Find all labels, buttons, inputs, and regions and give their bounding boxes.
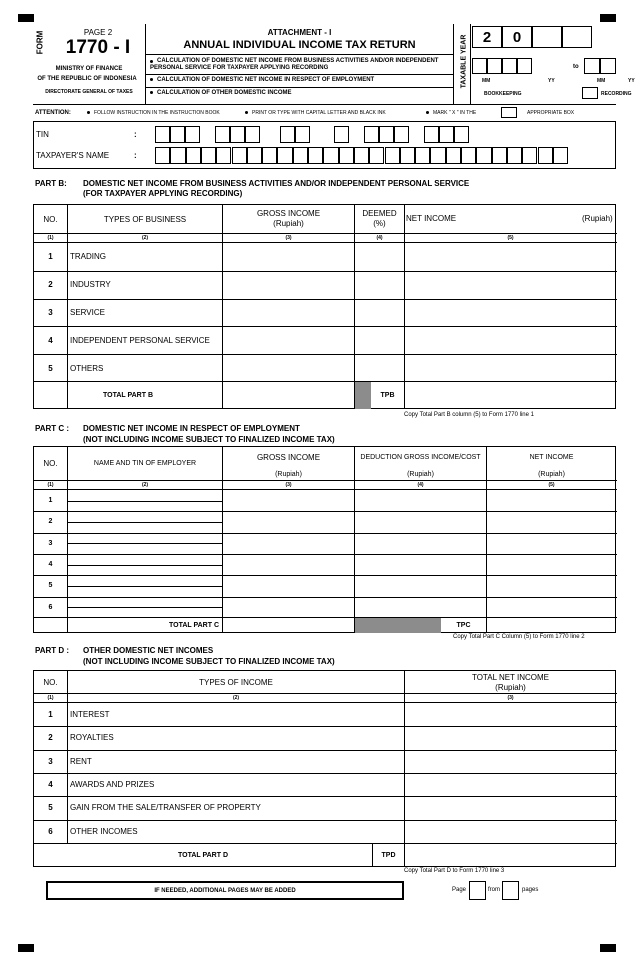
bookkeeping-label: BOOKKEEPING (484, 91, 522, 97)
total-net-income-cell[interactable] (405, 703, 616, 726)
part-c-subtitle: (NOT INCLUDING INCOME SUBJECT TO FINALIZED INCOME TAX) (83, 435, 335, 444)
to-label: to (573, 64, 579, 70)
col-number: (3) (285, 235, 292, 241)
period-box[interactable] (487, 58, 502, 74)
name-char-box[interactable] (385, 147, 400, 164)
name-char-box[interactable] (461, 147, 476, 164)
employer-name-cell[interactable] (68, 575, 222, 586)
total-net-income-cell[interactable] (405, 820, 616, 843)
net-income-cell[interactable] (405, 243, 616, 271)
part-d-label: PART D : (35, 646, 70, 655)
tin-char-box[interactable] (394, 126, 409, 143)
business-type-label: INDUSTRY (70, 280, 111, 290)
income-type-label: OTHER INCOMES (70, 826, 138, 836)
col-number: (3) (285, 482, 292, 488)
col-number: (1) (47, 235, 54, 241)
col-header-deduction: DEDUCTION GROSS INCOME/COST (360, 454, 481, 461)
period-box[interactable] (472, 58, 487, 74)
bullet-item: CALCULATION OF DOMESTIC NET INCOME FROM BUSINESS ACTIVITIES AND/OR INDEPENDENT PERSONAL SERVICE FOR TAXPAYER APPLYING RECORDING (150, 58, 439, 71)
year-digit-box[interactable] (562, 26, 592, 48)
deduction-cell[interactable] (355, 575, 486, 596)
col-number: (1) (47, 482, 54, 488)
row-number: 3 (48, 307, 53, 317)
deemed-percent-cell[interactable] (355, 354, 404, 382)
gross-income-cell[interactable] (223, 511, 354, 532)
business-type-label: TRADING (70, 252, 106, 262)
name-char-box[interactable] (354, 147, 369, 164)
deduction-cell[interactable] (355, 490, 486, 511)
row-divider (34, 575, 617, 576)
total-part-d-net-cell[interactable] (405, 844, 616, 867)
republic-label: OF THE REPUBLIC OF INDONESIA (37, 76, 137, 82)
directorate-label: DIRECTORATE GENERAL OF TAXES (45, 89, 133, 95)
name-char-box[interactable] (155, 147, 170, 164)
total-part-b-shaded (355, 382, 371, 409)
col-header-unit: (Rupiah) (538, 471, 565, 478)
net-income-cell[interactable] (487, 575, 616, 596)
deduction-cell[interactable] (355, 554, 486, 575)
tin-char-box[interactable] (334, 126, 349, 143)
col-header-no: NO. (43, 677, 58, 687)
year-digit-box[interactable] (532, 26, 562, 48)
row-number: 4 (48, 561, 53, 569)
total-part-b-label: TOTAL PART B (102, 392, 154, 399)
period-box[interactable] (600, 58, 616, 74)
col-header-total: TOTAL NET INCOME (471, 673, 550, 682)
total-part-c-shaded (355, 618, 441, 633)
name-char-box[interactable] (216, 147, 231, 164)
name-char-box[interactable] (507, 147, 522, 164)
deduction-cell[interactable] (355, 533, 486, 554)
gross-income-cell[interactable] (223, 533, 354, 554)
col-header-net: NET INCOME (406, 214, 457, 223)
part-d-table (33, 670, 616, 867)
employer-tin-cell[interactable] (68, 501, 222, 512)
col-header-employer: NAME AND TIN OF EMPLOYER (93, 460, 197, 467)
part-c-label: PART C : (35, 424, 70, 433)
row-number: 5 (48, 803, 53, 813)
row-divider (34, 750, 617, 751)
additional-pages-note: IF NEEDED, ADDITIONAL PAGES MAY BE ADDED (46, 881, 404, 900)
net-income-cell[interactable] (405, 271, 616, 299)
part-d-subtitle: (NOT INCLUDING INCOME SUBJECT TO FINALIZED INCOME TAX) (83, 657, 335, 666)
attention-item: PRINT OR TYPE WITH CAPITAL LETTER AND BLACK INK (245, 110, 386, 116)
net-income-cell[interactable] (405, 299, 616, 327)
employer-name-cell[interactable] (68, 533, 222, 544)
name-char-box[interactable] (186, 147, 201, 164)
period-box[interactable] (584, 58, 600, 74)
part-b-subtitle: (FOR TAXPAYER APPLYING RECORDING) (83, 189, 243, 198)
part-b-copy-note: Copy Total Part B column (5) to Form 1770 line 1 (404, 412, 534, 418)
row-number: 4 (48, 335, 53, 345)
form-identity (33, 24, 145, 104)
from-label: from (488, 887, 500, 893)
part-d-copy-note: Copy Total Part D to Form 1770 line 3 (404, 868, 505, 874)
bullet-item: CALCULATION OF DOMESTIC NET INCOME IN RESPECT OF EMPLOYMENT (150, 77, 450, 83)
col-header-types: TYPES OF BUSINESS (103, 214, 187, 224)
row-number: 1 (48, 497, 53, 505)
employer-tin-cell[interactable] (68, 543, 222, 554)
name-char-box[interactable] (247, 147, 262, 164)
name-char-box[interactable] (476, 147, 491, 164)
total-net-income-cell[interactable] (405, 726, 616, 749)
deduction-cell[interactable] (355, 511, 486, 532)
net-income-cell[interactable] (405, 354, 616, 382)
part-b-label: PART B: (35, 179, 67, 188)
name-char-box[interactable] (415, 147, 430, 164)
row-number: 2 (48, 518, 53, 526)
employer-tin-cell[interactable] (68, 586, 222, 597)
row-divider (34, 271, 617, 272)
row-divider (34, 597, 617, 598)
row-divider (34, 533, 617, 534)
row-divider (34, 511, 617, 512)
net-income-cell[interactable] (487, 490, 616, 511)
row-number: 6 (48, 603, 53, 611)
form-vertical-label: FORM (35, 30, 45, 55)
row-number: 5 (48, 363, 53, 373)
net-income-cell[interactable] (405, 326, 616, 354)
total-part-b-gross-cell[interactable] (223, 382, 354, 409)
tin-char-box[interactable] (439, 126, 454, 143)
name-char-box[interactable] (262, 147, 277, 164)
total-part-c-code: TPC (456, 622, 471, 629)
period-box[interactable] (517, 58, 532, 74)
deemed-percent-cell[interactable] (355, 243, 404, 271)
ministry-label: MINISTRY OF FINANCE (55, 66, 123, 72)
appropriate-box-label: APPROPRIATE BOX (527, 110, 575, 116)
col-header-total-unit: (Rupiah) (495, 683, 526, 692)
gross-income-cell[interactable] (223, 271, 354, 299)
gross-income-cell[interactable] (223, 597, 354, 618)
total-pages-box[interactable] (502, 881, 519, 900)
row-number: 3 (48, 539, 53, 547)
col-number: (4) (417, 482, 424, 488)
row-number: 1 (48, 252, 53, 262)
row-divider (34, 299, 617, 300)
registration-mark (600, 944, 616, 952)
col-header-deemed: DEEMED (362, 209, 397, 218)
net-income-cell[interactable] (487, 554, 616, 575)
tin-char-box[interactable] (245, 126, 260, 143)
col-number: (2) (232, 695, 240, 701)
row-divider (34, 820, 617, 821)
tin-char-box[interactable] (424, 126, 439, 143)
total-part-b-code: TPB (380, 392, 395, 399)
part-c-table (33, 446, 616, 633)
registration-mark (600, 14, 616, 22)
taxpayer-box (33, 121, 616, 169)
row-number: 3 (48, 756, 53, 766)
row-number: 2 (48, 733, 53, 743)
col-header-net: NET INCOME (529, 454, 574, 461)
income-type-label: ROYALTIES (70, 733, 114, 743)
name-char-box[interactable] (170, 147, 185, 164)
recording-label: RECORDING (601, 91, 632, 97)
total-part-c-label: TOTAL PART C (168, 622, 220, 629)
col-header-unit: (Rupiah) (275, 471, 302, 478)
attachment-label: ATTACHMENT - I (267, 28, 332, 37)
col-number: (5) (507, 235, 514, 241)
total-part-d-label: TOTAL PART D (177, 852, 229, 859)
part-c-title: DOMESTIC NET INCOME IN RESPECT OF EMPLOYMENT (83, 424, 300, 433)
business-type-label: SERVICE (70, 307, 105, 317)
tin-char-box[interactable] (379, 126, 394, 143)
total-part-b-net-cell[interactable] (405, 382, 616, 409)
tin-label: TIN (36, 130, 49, 139)
registration-mark (18, 14, 34, 22)
part-b-title: DOMESTIC NET INCOME FROM BUSINESS ACTIVITIES AND/OR INDEPENDENT PERSONAL SERVICE (83, 179, 470, 188)
bullet-item: CALCULATION OF OTHER DOMESTIC INCOME (150, 90, 450, 96)
tin-char-box[interactable] (155, 126, 170, 143)
row-number: 4 (48, 780, 53, 790)
name-char-box[interactable] (323, 147, 338, 164)
row-divider (34, 773, 617, 774)
net-income-cell[interactable] (487, 533, 616, 554)
name-char-box[interactable] (446, 147, 461, 164)
gross-income-cell[interactable] (223, 299, 354, 327)
gross-income-cell[interactable] (223, 354, 354, 382)
deemed-percent-cell[interactable] (355, 271, 404, 299)
row-number: 2 (48, 280, 53, 290)
row-divider (34, 726, 617, 727)
yy-label: YY (548, 78, 555, 84)
col-header-deemed-unit: (%) (373, 219, 386, 228)
pages-label: pages (522, 887, 539, 893)
row-number: 6 (48, 826, 53, 836)
row-divider (34, 796, 617, 797)
gross-income-cell[interactable] (223, 575, 354, 596)
year-digit-box[interactable]: 2 (472, 26, 502, 48)
total-part-d-code: TPD (381, 852, 396, 859)
mm-label: MM (482, 78, 491, 84)
col-header-no: NO. (43, 459, 58, 468)
form-header (33, 24, 635, 104)
col-number: (5) (548, 482, 555, 488)
mm-label: MM (597, 78, 606, 84)
name-char-box[interactable] (492, 147, 507, 164)
total-net-income-cell[interactable] (405, 796, 616, 819)
colon: : (134, 151, 137, 160)
col-header-types: TYPES OF INCOME (199, 677, 273, 687)
employer-tin-cell[interactable] (68, 522, 222, 533)
deduction-cell[interactable] (355, 597, 486, 618)
tin-char-box[interactable] (215, 126, 230, 143)
attention-label: ATTENTION: (35, 110, 71, 116)
tin-char-box[interactable] (364, 126, 379, 143)
col-header-net-unit: (Rupiah) (582, 214, 613, 223)
form-title: ANNUAL INDIVIDUAL INCOME TAX RETURN (183, 39, 416, 51)
name-char-box[interactable] (232, 147, 247, 164)
total-net-income-cell[interactable] (405, 773, 616, 796)
part-d-title: OTHER DOMESTIC NET INCOMES (83, 646, 214, 655)
mark-box-sample (501, 107, 517, 118)
part-c-copy-note: Copy Total Part C Column (5) to Form 1770 line 2 (453, 634, 585, 640)
name-char-box[interactable] (400, 147, 415, 164)
tin-char-box[interactable] (170, 126, 185, 143)
col-number: (2) (141, 235, 149, 241)
net-income-cell[interactable] (487, 597, 616, 618)
page-number-box[interactable] (469, 881, 486, 900)
employer-name-cell[interactable] (68, 490, 222, 501)
tin-char-box[interactable] (280, 126, 295, 143)
form-title-block (146, 24, 453, 104)
business-type-label: OTHERS (70, 363, 104, 373)
total-net-income-cell[interactable] (405, 750, 616, 773)
attention-item: FOLLOW INSTRUCTION IN THE INSTRUCTION BOOK (87, 110, 220, 116)
deemed-percent-cell[interactable] (355, 326, 404, 354)
tin-char-box[interactable] (230, 126, 245, 143)
name-char-box[interactable] (522, 147, 537, 164)
employer-tin-cell[interactable] (68, 565, 222, 576)
taxable-year-block (454, 24, 635, 104)
row-divider (34, 326, 617, 327)
recording-checkbox[interactable] (582, 87, 598, 99)
income-type-label: RENT (70, 756, 92, 766)
row-number: 5 (48, 582, 53, 590)
income-type-label: AWARDS AND PRIZES (70, 780, 155, 790)
col-header-unit: (Rupiah) (407, 471, 434, 478)
year-digit-box[interactable]: 0 (502, 26, 532, 48)
col-number: (1) (47, 695, 54, 701)
tin-char-box[interactable] (185, 126, 200, 143)
taxpayer-name-label: TAXPAYER'S NAME (36, 151, 110, 160)
row-divider (34, 554, 617, 555)
name-char-box[interactable] (308, 147, 323, 164)
part-b-table (33, 204, 616, 409)
gross-income-cell[interactable] (223, 243, 354, 271)
gross-income-cell[interactable] (223, 554, 354, 575)
net-income-cell[interactable] (487, 511, 616, 532)
taxable-year-label: TAXABLE YEAR (460, 34, 468, 89)
form-number: 1770 - I (65, 37, 131, 58)
gross-income-cell[interactable] (223, 326, 354, 354)
deemed-percent-cell[interactable] (355, 299, 404, 327)
business-type-label: INDEPENDENT PERSONAL SERVICE (70, 335, 210, 345)
name-char-box[interactable] (201, 147, 216, 164)
registration-mark (18, 944, 34, 952)
name-char-box[interactable] (339, 147, 354, 164)
col-header-gross-unit: (Rupiah) (273, 219, 304, 228)
attention-row (33, 104, 616, 121)
col-number: (2) (141, 482, 149, 488)
col-number: (3) (507, 695, 514, 701)
page-label: PAGE 2 (83, 28, 113, 37)
name-char-box[interactable] (277, 147, 292, 164)
tin-char-box[interactable] (295, 126, 310, 143)
attention-item: MARK " X " IN THE (426, 110, 476, 116)
col-header-no: NO. (43, 214, 58, 224)
name-char-box[interactable] (293, 147, 308, 164)
income-type-label: GAIN FROM THE SALE/TRANSFER OF PROPERTY (70, 803, 261, 813)
colon: : (134, 130, 137, 139)
gross-income-cell[interactable] (223, 490, 354, 511)
col-header-gross: GROSS INCOME (256, 453, 321, 462)
name-char-box[interactable] (430, 147, 445, 164)
row-number: 1 (48, 710, 53, 720)
employer-name-cell[interactable] (68, 554, 222, 565)
name-char-box[interactable] (369, 147, 384, 164)
yy-label: YY (628, 78, 635, 84)
total-part-c-net-cell[interactable] (487, 618, 616, 633)
row-divider (34, 354, 617, 355)
name-char-box[interactable] (553, 147, 568, 164)
name-char-box[interactable] (538, 147, 553, 164)
employer-name-cell[interactable] (68, 597, 222, 608)
col-header-gross: GROSS INCOME (256, 209, 321, 218)
employer-name-cell[interactable] (68, 511, 222, 522)
tin-char-box[interactable] (454, 126, 469, 143)
page-label: Page (452, 887, 467, 893)
col-number: (4) (376, 235, 383, 241)
income-type-label: INTEREST (70, 710, 110, 720)
period-box[interactable] (502, 58, 517, 74)
